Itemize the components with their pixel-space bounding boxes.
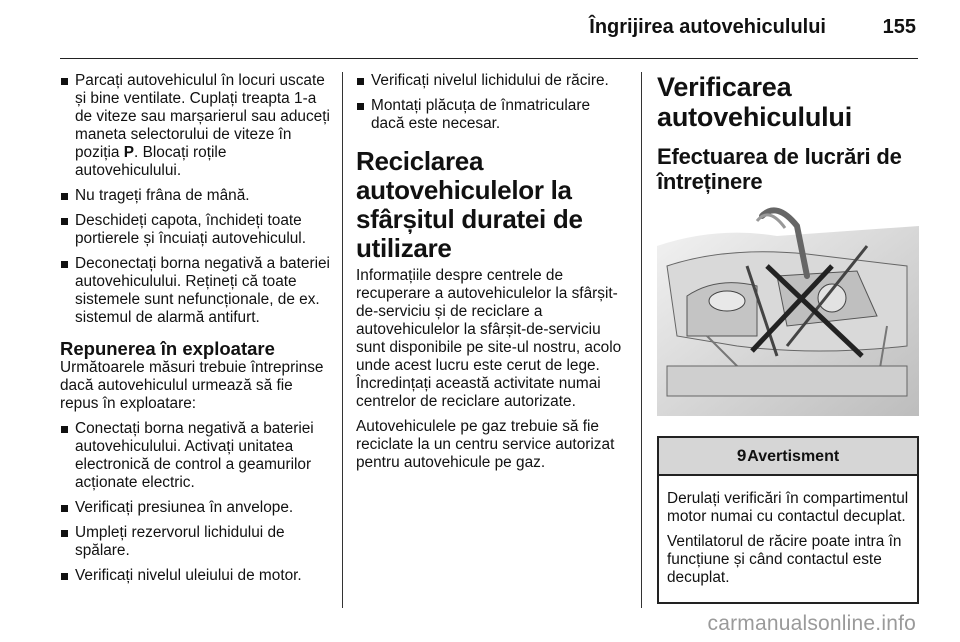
- list-item: Conectați borna negativă a bateriei autovehiculului. Activați unitatea electronică de control a geamurilor acționate electric.: [60, 420, 332, 492]
- section-heading-maintenance: Efectuarea de lucrări de întreținere: [657, 144, 902, 194]
- recycling-paragraph: Autovehiculele pe gaz trebuie să fie reciclate la un centru service autorizat pentru autovehicule pe gaz.: [356, 418, 615, 471]
- running-header-title: Îngrijirea autovehiculului: [589, 16, 826, 38]
- warning-triangle-icon: 9: [736, 446, 747, 465]
- list-item: Umpleți rezervorul lichidului de spălare.: [60, 524, 332, 560]
- recommissioning-steps-list: [60, 420, 332, 585]
- page-number: 155: [882, 16, 916, 38]
- list-item: Nu trageți frâna de mână.: [60, 187, 332, 205]
- warning-title: Avertisment: [747, 448, 840, 465]
- list-item: Deconectați borna negativă a bateriei autovehiculului. Rețineți că toate sistemele sunt nefuncționale, de ex. sistemul de alarmă antifurt.: [60, 255, 332, 327]
- storage-steps-list: [60, 72, 332, 327]
- warning-header: [659, 438, 917, 476]
- list-item: Montați plăcuța de înmatriculare dacă este necesar.: [356, 97, 626, 133]
- section-heading-recommissioning: Repunerea în exploatare: [60, 338, 275, 359]
- column-right: [657, 72, 919, 604]
- list-item: Verificați nivelul lichidului de răcire.: [356, 72, 626, 90]
- column-left: [60, 72, 332, 592]
- column-divider-2: [641, 72, 642, 608]
- warning-paragraph: Ventilatorul de răcire poate intra în funcțiune și când contactul este decuplat.: [667, 533, 902, 586]
- warning-body: [659, 476, 917, 602]
- section-heading-recycling: Reciclarea autovehiculelor la sfârșitul duratei de utilizare: [356, 146, 583, 263]
- list-item: Verificați presiunea în anvelope.: [60, 499, 332, 517]
- list-item: Parcați autovehiculul în locuri uscate și bine ventilate. Cuplați treapta 1-a de viteze sau marșarierul sau aduceți maneta selectorului de viteze în poziția P. Blocați roțile autovehiculului.: [60, 72, 332, 180]
- warning-paragraph: Derulați verificări în compartimentul motor numai cu contactul decuplat.: [667, 490, 909, 525]
- list-item: Deschideți capota, închideți toate portierele și încuiați autovehiculul.: [60, 212, 332, 248]
- watermark: carmanualsonline.info: [707, 612, 916, 635]
- recommissioning-intro: Următoarele măsuri trebuie întreprinse dacă autovehiculul urmează să fie repus în exploatare:: [60, 359, 324, 412]
- header-rule: [60, 58, 918, 59]
- warning-box: [657, 436, 919, 604]
- engine-compartment-illustration: [657, 206, 919, 416]
- chapter-heading: Verificarea autovehiculului: [657, 72, 853, 132]
- column-middle: [356, 72, 626, 479]
- list-item: Verificați nivelul uleiului de motor.: [60, 567, 332, 585]
- recycling-paragraph: Informațiile despre centrele de recuperare a autovehiculelor la sfârșit-de-serviciu și de reciclare a autovehiculelor la sfârșit-de-serviciu sunt disponibile pe site-ul nostru, acolo unde acest lucru este cerut de lege. Încredințați această activitate numai centrelor de reciclare autorizate.: [356, 267, 622, 410]
- column-divider-1: [342, 72, 343, 608]
- recommissioning-steps-list-continued: [356, 72, 626, 133]
